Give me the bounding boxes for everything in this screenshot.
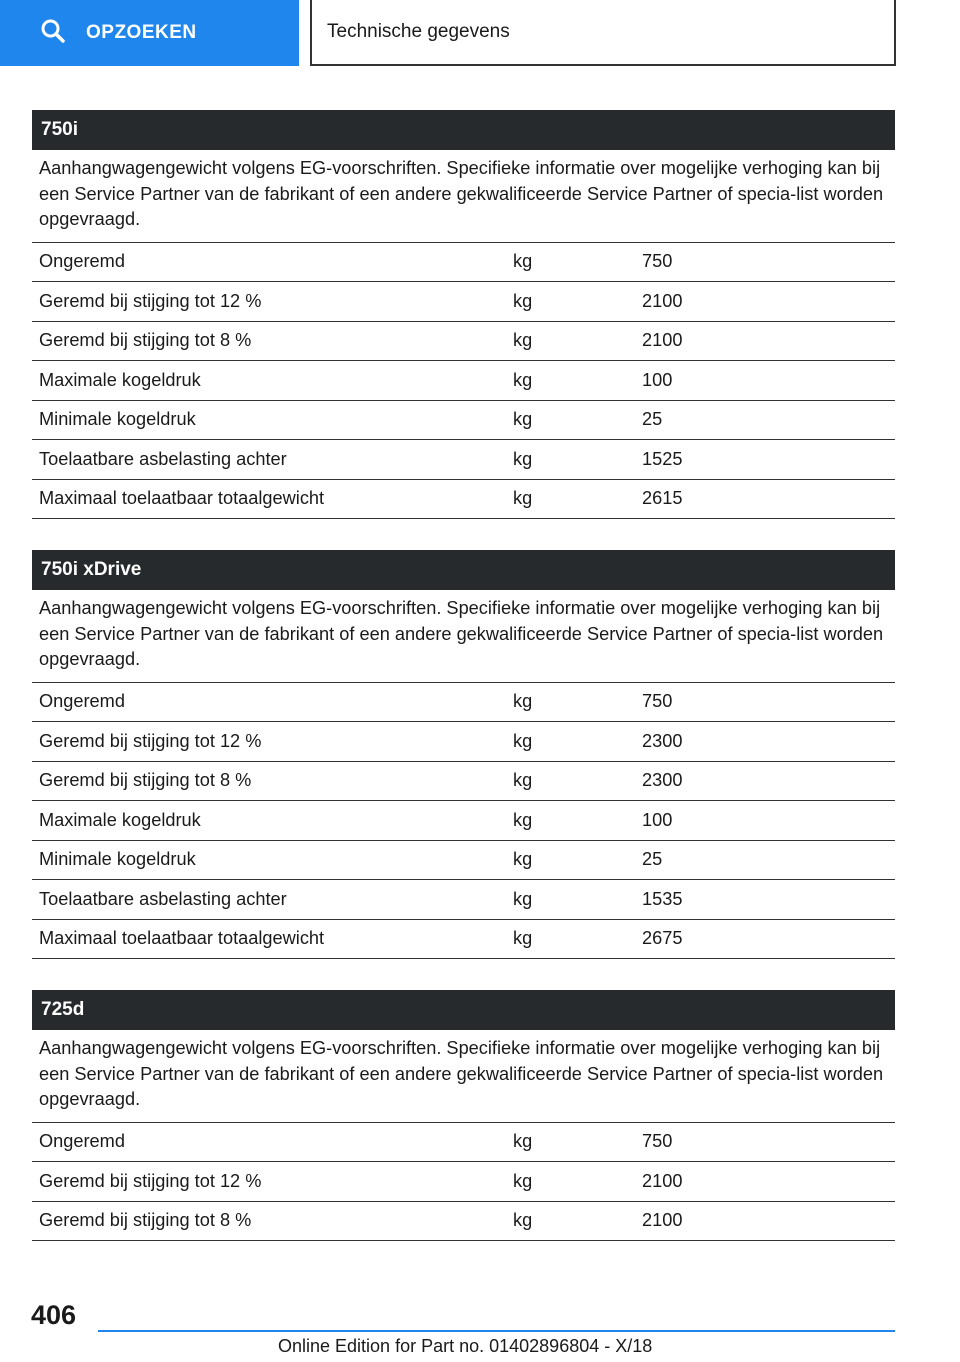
spec-section-750i-xdrive [32, 550, 895, 959]
row-value: 750 [642, 1131, 673, 1152]
row-label: Geremd bij stijging tot 8 % [39, 330, 252, 351]
row-unit: kg [513, 330, 533, 351]
row-value: 100 [642, 809, 673, 830]
section-description: Aanhangwagengewicht volgens EG-voorschriften. Specifieke informatie over mogelijke verhoging kan bij een Service Partner van de fabrikant of een andere gekwalificeerde Service Partner of specia-list worden opgevraagd. [32, 590, 895, 683]
spec-content [32, 110, 895, 1272]
section-title: 750i [32, 110, 895, 150]
row-unit: kg [513, 888, 533, 909]
row-unit: kg [513, 409, 533, 430]
table-row [32, 480, 895, 520]
row-label: Toelaatbare asbelasting achter [39, 888, 287, 909]
row-label: Ongeremd [39, 251, 125, 272]
table-row [32, 722, 895, 762]
row-value: 2100 [642, 290, 683, 311]
row-label: Ongeremd [39, 1131, 125, 1152]
section-description: Aanhangwagengewicht volgens EG-voorschriften. Specifieke informatie over mogelijke verhoging kan bij een Service Partner van de fabrikant of een andere gekwalificeerde Service Partner of specia-list worden opgevraagd. [32, 150, 895, 243]
table-row [32, 1202, 895, 1242]
spec-section-725d [32, 990, 895, 1241]
row-label: Minimale kogeldruk [39, 849, 196, 870]
table-row [32, 243, 895, 283]
row-unit: kg [513, 488, 533, 509]
row-unit: kg [513, 1131, 533, 1152]
table-row [32, 920, 895, 960]
row-label: Maximaal toelaatbaar totaalgewicht [39, 928, 325, 949]
row-value: 1535 [642, 888, 683, 909]
row-unit: kg [513, 1210, 533, 1231]
row-label: Geremd bij stijging tot 12 % [39, 730, 262, 751]
row-unit: kg [513, 770, 533, 791]
row-unit: kg [513, 730, 533, 751]
row-value: 25 [642, 409, 663, 430]
row-unit: kg [513, 928, 533, 949]
row-label: Maximale kogeldruk [39, 809, 201, 830]
row-label: Maximaal toelaatbaar totaalgewicht [39, 488, 325, 509]
row-unit: kg [513, 849, 533, 870]
row-value: 750 [642, 251, 673, 272]
row-value: 2100 [642, 1210, 683, 1231]
row-unit: kg [513, 369, 533, 390]
row-label: Maximale kogeldruk [39, 369, 201, 390]
row-value: 2675 [642, 928, 683, 949]
table-row [32, 801, 895, 841]
row-unit: kg [513, 448, 533, 469]
row-unit: kg [513, 1170, 533, 1191]
row-value: 25 [642, 849, 663, 870]
table-row [32, 361, 895, 401]
breadcrumb[interactable]: Technische gegevens [310, 0, 896, 66]
row-value: 2300 [642, 730, 683, 751]
row-label: Geremd bij stijging tot 8 % [39, 770, 252, 791]
top-bar [0, 0, 960, 66]
page-number: 406 [31, 1300, 77, 1330]
row-label: Toelaatbare asbelasting achter [39, 448, 287, 469]
row-unit: kg [513, 290, 533, 311]
search-icon [40, 18, 86, 49]
row-unit: kg [513, 809, 533, 830]
row-value: 1525 [642, 448, 683, 469]
table-row [32, 683, 895, 723]
search-label: OPZOEKEN [86, 22, 197, 43]
row-label: Geremd bij stijging tot 12 % [39, 1170, 262, 1191]
row-label: Minimale kogeldruk [39, 409, 196, 430]
spec-section-750i [32, 110, 895, 519]
row-value: 2100 [642, 1170, 683, 1191]
table-row [32, 841, 895, 881]
row-value: 2300 [642, 770, 683, 791]
footer-edition [278, 1336, 652, 1357]
table-row [32, 762, 895, 802]
section-title: 725d [32, 990, 895, 1030]
edition-text: Online Edition for Part no. 01402896804 - X/18 [278, 1336, 653, 1356]
row-value: 750 [642, 691, 673, 712]
table-row [32, 1123, 895, 1163]
row-unit: kg [513, 251, 533, 272]
row-value: 2100 [642, 330, 683, 351]
row-label: Geremd bij stijging tot 12 % [39, 290, 262, 311]
footer-divider [98, 1330, 895, 1332]
table-row [32, 1162, 895, 1202]
row-label: Geremd bij stijging tot 8 % [39, 1210, 252, 1231]
table-row [32, 401, 895, 441]
table-row [32, 322, 895, 362]
search-button[interactable] [0, 0, 299, 66]
section-description: Aanhangwagengewicht volgens EG-voorschriften. Specifieke informatie over mogelijke verhoging kan bij een Service Partner van de fabrikant of een andere gekwalificeerde Service Partner of specia-list worden opgevraagd. [32, 1030, 895, 1123]
section-title: 750i xDrive [32, 550, 895, 590]
table-row [32, 880, 895, 920]
table-row [32, 440, 895, 480]
row-label: Ongeremd [39, 691, 125, 712]
table-row [32, 282, 895, 322]
row-value: 100 [642, 369, 673, 390]
row-value: 2615 [642, 488, 683, 509]
row-unit: kg [513, 691, 533, 712]
